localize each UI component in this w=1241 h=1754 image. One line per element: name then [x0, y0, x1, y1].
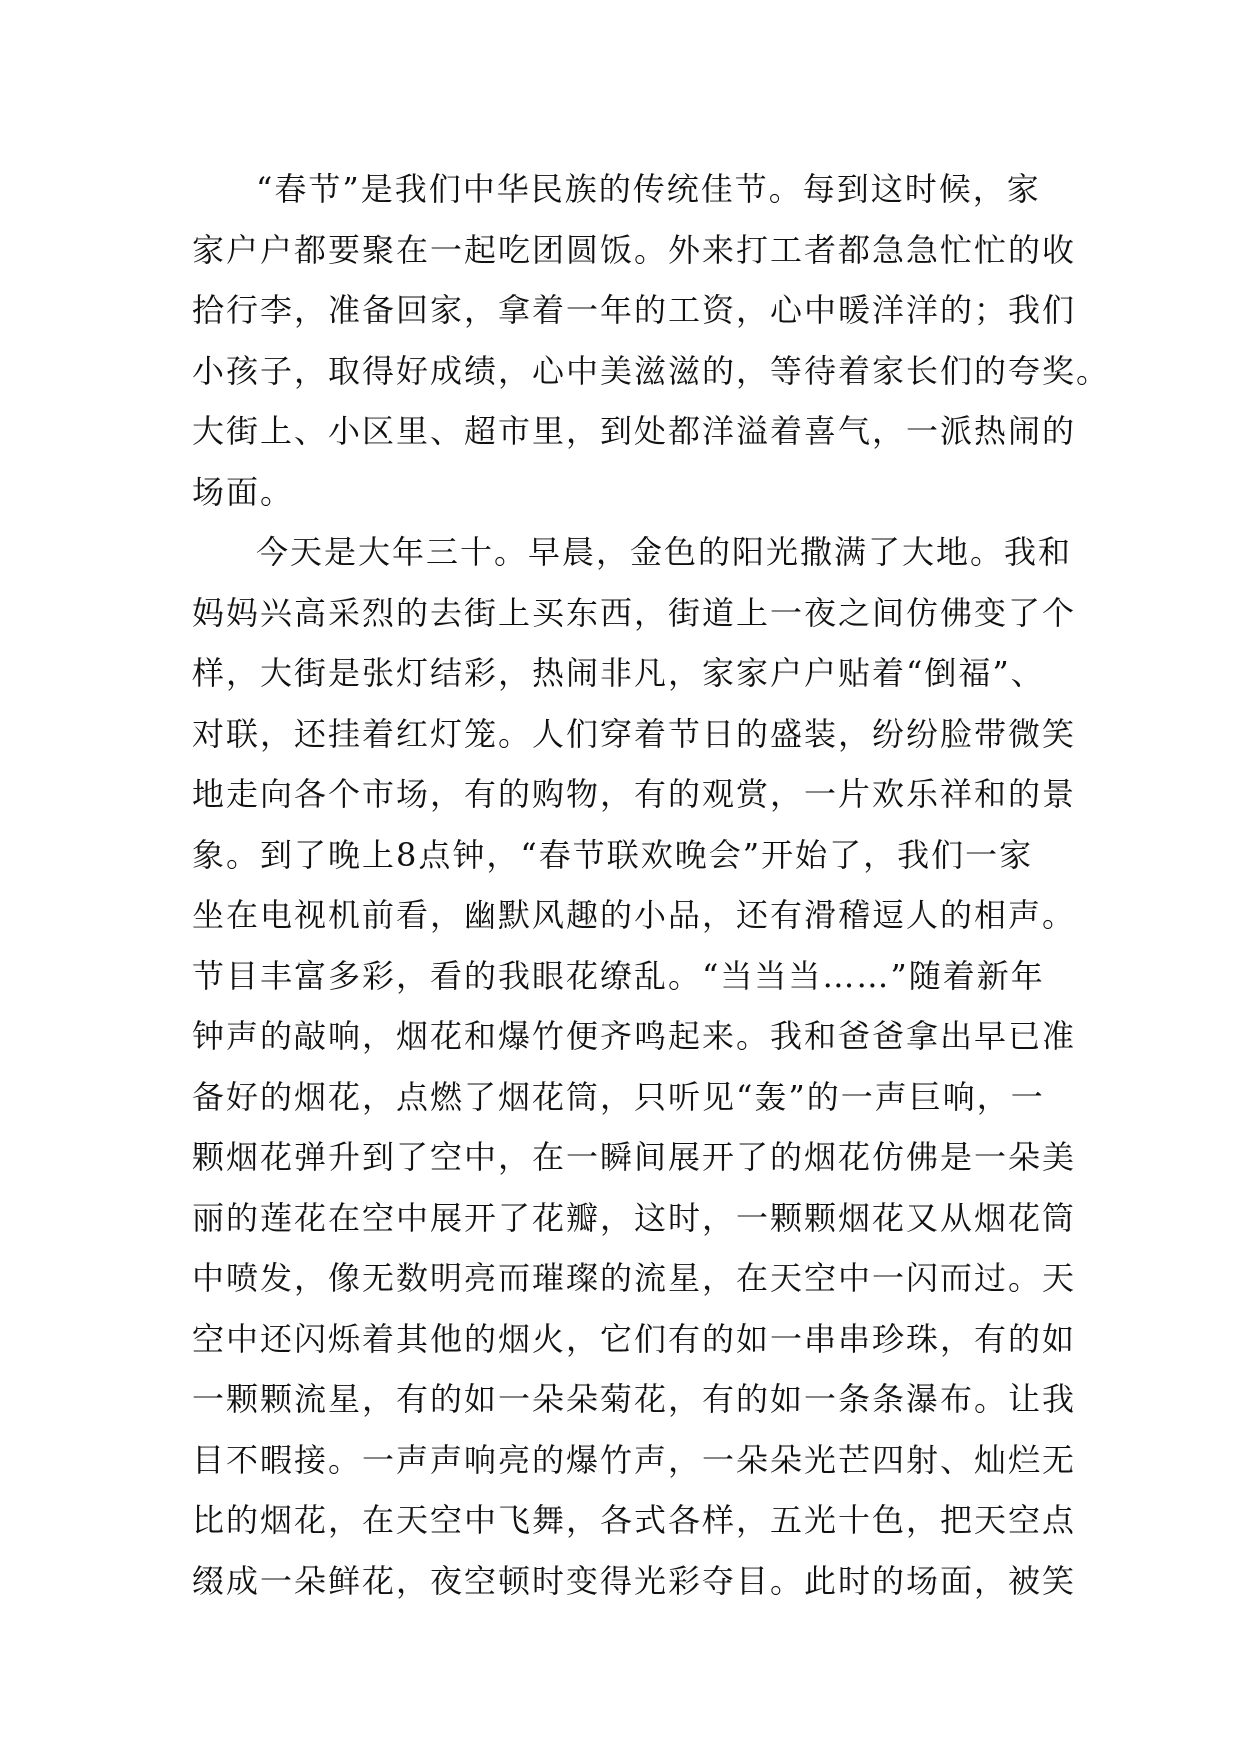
- text-line: 目不暇接。一声声响亮的爆竹声，一朵朵光芒四射、灿烂无: [192, 1440, 1077, 1479]
- text-line: 家户户都要聚在一起吃团圆饭。外来打工者都急急忙忙的收: [192, 230, 1077, 269]
- text-line: 坐在电视机前看，幽默风趣的小品，还有滑稽逗人的相声。: [192, 896, 1077, 934]
- text-line: 样，大街是张灯结彩，热闹非凡，家家户户贴着“倒福”、: [192, 654, 1045, 692]
- text-line: 今天是大年三十。早晨，金色的阳光撒满了大地。我和: [256, 533, 1073, 571]
- text-line: 空中还闪烁着其他的烟火，它们有的如一串串珍珠，有的如: [192, 1319, 1077, 1358]
- text-line: 大街上、小区里、超市里，到处都洋溢着喜气，一派热闹的: [192, 412, 1077, 450]
- paragraph-1: [192, 159, 1111, 522]
- text-line: 妈妈兴高采烈的去街上买东西，街道上一夜之间仿佛变了个: [192, 593, 1077, 632]
- text-line: 中喷发，像无数明亮而璀璨的流星，在天空中一闪而过。天: [192, 1259, 1077, 1297]
- paragraph-2: [192, 522, 1077, 1611]
- text-line: 小孩子，取得好成绩，心中美滋滋的，等待着家长们的夸奖。: [192, 351, 1111, 390]
- text-line: 比的烟花，在天空中飞舞，各式各样，五光十色，把天空点: [192, 1501, 1077, 1539]
- text-line: 丽的莲花在空中展开了花瓣，这时，一颗颗烟花又从烟花筒: [192, 1198, 1077, 1237]
- text-line: 颗烟花弹升到了空中，在一瞬间展开了的烟花仿佛是一朵美: [192, 1138, 1077, 1176]
- text-line: 对联，还挂着红灯笼。人们穿着节日的盛装，纷纷脸带微笑: [192, 714, 1077, 753]
- text-line: 地走向各个市场，有的购物，有的观赏，一片欢乐祥和的景: [192, 775, 1077, 813]
- text-line: 节目丰富多彩，看的我眼花缭乱。“当当当……”随着新年: [192, 956, 1045, 995]
- essay-body: [192, 159, 1111, 1611]
- text-line: 拾行李，准备回家，拿着一年的工资，心中暖洋洋的；我们: [192, 291, 1077, 329]
- text-line: 备好的烟花，点燃了烟花筒，只听见“轰”的一声巨响，一: [192, 1077, 1045, 1116]
- text-line: 缀成一朵鲜花，夜空顿时变得光彩夺目。此时的场面，被笑: [192, 1561, 1077, 1600]
- text-line: 钟声的敲响，烟花和爆竹便齐鸣起来。我和爸爸拿出早已准: [192, 1017, 1077, 1055]
- text-line: 场面。: [192, 472, 295, 511]
- text-line: “春节”是我们中华民族的传统佳节。每到这时候，家: [256, 170, 1041, 208]
- text-line: 象。到了晚上8点钟，“春节联欢晚会”开始了，我们一家: [192, 835, 1034, 874]
- text-line: 一颗颗流星，有的如一朵朵菊花，有的如一条条瀑布。让我: [192, 1380, 1077, 1418]
